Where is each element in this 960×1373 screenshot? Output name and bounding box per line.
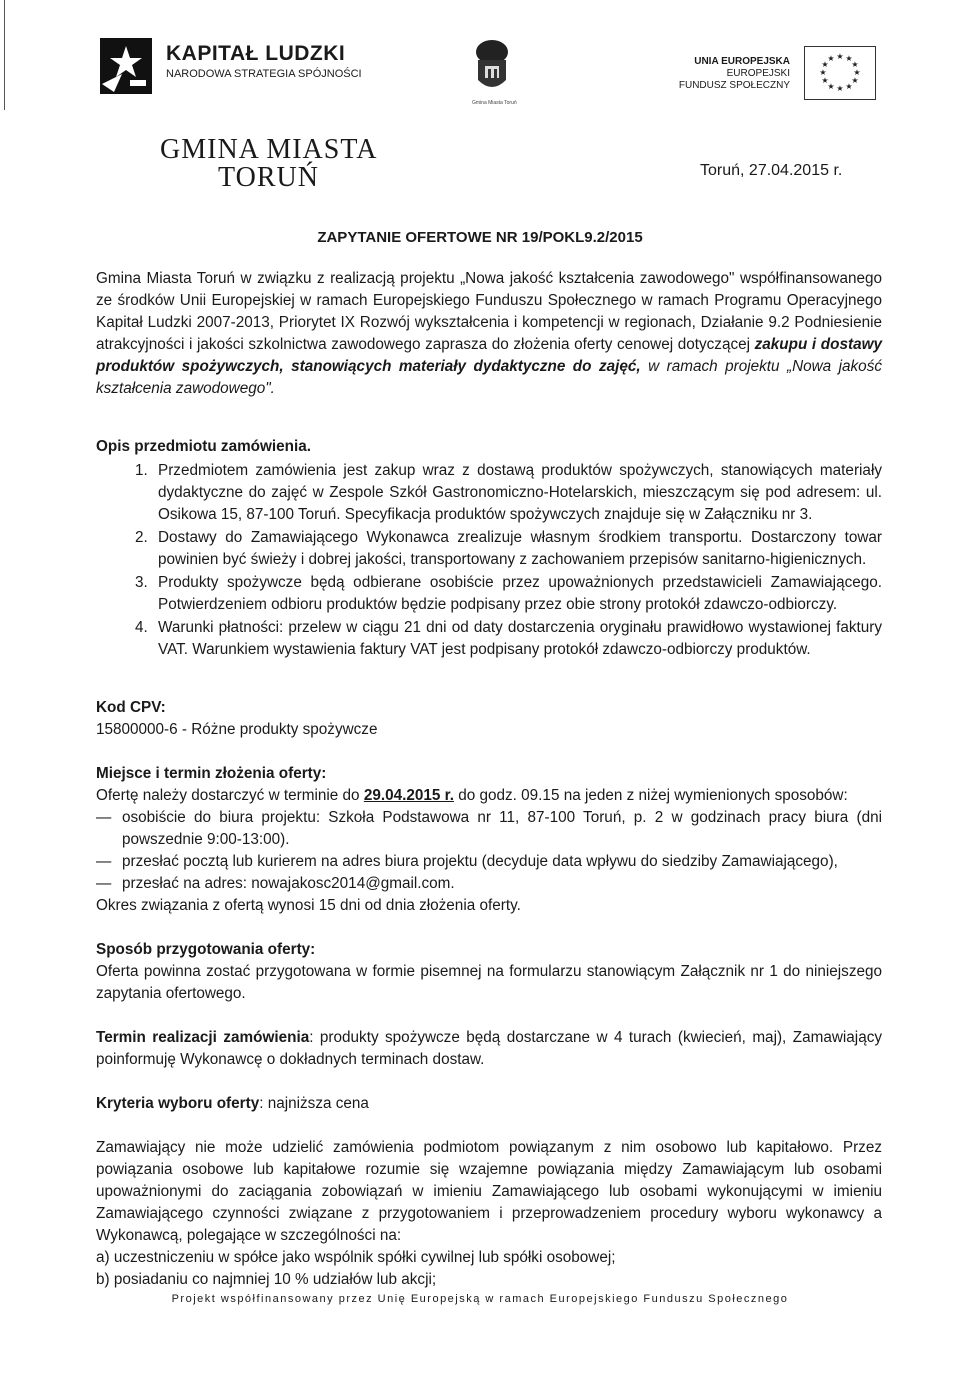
document-body [96, 268, 882, 1291]
miejsce-post: do godz. 09.15 na jeden z niżej wymienionych sposobów: [458, 787, 848, 804]
delivery-option: — przesłać pocztą lub kurierem na adres biura projektu (decyduje data wpływu do siedziby Zamawiającego), [96, 851, 882, 873]
svg-text:★: ★ [827, 82, 835, 91]
eu-label-line1: UNIA EUROPEJSKA [694, 56, 790, 67]
cpv-value: 15800000-6 - Różne produkty spożywcze [96, 721, 378, 738]
logo-header [96, 30, 876, 110]
zamawiajacy-paragraph: Zamawiający nie może udzielić zamówienia podmiotom powiązanym z nim osobowo lub kapitałowo. Przez powiązania osobowe lub kapitałowe rozumie się wzajemne powiązania między Zamawiającym lub osobami upoważnionymi do zaciągania zobowiązań w imieniu Zamawiającego lub osobami wykonującymi w imieniu Zamawiającego czynności związane z przygotowaniem i przeprowadzeniem procedury wyboru wykonawcy a Wykonawcą, polegające w szczególności na: [96, 1139, 882, 1244]
kapital-ludzki-logo-icon [96, 34, 156, 98]
torun-crest-icon [472, 38, 512, 96]
svg-text:★: ★ [845, 54, 853, 63]
kapital-ludzki-subtitle: NARODOWA STRATEGIA SPÓJNOŚCI [166, 68, 362, 80]
crest-caption: Gmina Miasta Toruń [472, 100, 517, 106]
eu-flag-icon [804, 46, 876, 100]
kryteria-text: : najniższa cena [259, 1095, 369, 1112]
svg-text:★: ★ [836, 84, 844, 93]
intro-text: Gmina Miasta Toruń w związku z realizacją projektu „Nowa jakość kształcenia zawodowego" współfinansowanego ze środków Unii Europejskiej w ramach Europejskiego Funduszu Społecznego w ramach Programu Operacyjnego Kapitał Ludzki 2007-2013, Priorytet IX Rozwój wykształcenia i kompetencji w regionach, Działanie 9.2 Podniesienie atrakcyjności i jakości szkolnictwa zawodowego zaprasza do złożenia oferty cenowej dotyczącej [96, 270, 882, 353]
svg-text:★: ★ [827, 54, 835, 63]
delivery-option: — przesłać na adres: nowajakosc2014@gmail.com. [96, 873, 882, 895]
document-title: ZAPYTANIE OFERTOWE NR 19/POKL9.2/2015 [317, 229, 643, 246]
intro-end: w ramach projektu „Nowa jakość kształcenia zawodowego". [96, 358, 882, 397]
deadline-date: 29.04.2015 r. [363, 787, 454, 804]
svg-text:★: ★ [821, 60, 829, 69]
eu-label-line2: EUROPEJSKI [726, 68, 790, 79]
termin-text: : produkty spożywcze będą dostarczane w 4 turach (kwiecień, maj), Zamawiający poinformuję Wykonawcę o dokładnych terminach dostaw. [96, 1029, 883, 1068]
opis-item: 4. Warunki płatności: przelew w ciągu 21 dni od daty dostarczenia oryginału prawidłowo wystawionej faktury VAT. Warunkiem wystawienia faktury VAT jest podpisany protokół zdawczo-odbiorczy produktów. [152, 617, 882, 661]
opis-item: 1. Przedmiotem zamówienia jest zakup wraz z dostawą produktów spożywczych, stanowiących materiały dydaktyczne do zajęć w Zespole Szkół Gastronomiczno-Hotelarskich, mieszczącym się pod adresem: ul. Osikowa 15, 87-100 Toruń. Specyfikacja produktów spożywczych znajduje się w Załączniku nr 3. [152, 460, 882, 526]
opis-list [96, 460, 882, 661]
kryteria-label: Kryteria wyboru oferty [96, 1095, 260, 1112]
kapital-ludzki-title: KAPITAŁ LUDZKI [166, 42, 346, 65]
miejsce-pre: Ofertę należy dostarczyć w terminie do [96, 787, 360, 804]
org-name-line2: TORUŃ [218, 162, 319, 193]
opis-heading: Opis przedmiotu zamówienia. [96, 438, 312, 455]
eu-fund-label [654, 56, 790, 92]
opis-item: 3. Produkty spożywcze będą odbierane osobiście przez upoważnionych przedstawicieli Zamawiającego. Potwierdzeniem odbioru produktów będzie podpisany przez obie strony protokół zdawczo-odbiorczy. [152, 572, 882, 616]
cpv-heading: Kod CPV: [96, 699, 166, 716]
intro-paragraph [96, 268, 882, 400]
zamawiajacy-item-a: a) uczestniczeniu w spółce jako wspólnik spółki cywilnej lub spółki osobowej; [96, 1249, 616, 1266]
svg-text:★: ★ [851, 76, 859, 85]
delivery-options-list [96, 807, 882, 895]
delivery-option: — osobiście do biura projektu: Szkoła Podstawowa nr 11, 87-100 Toruń, p. 2 w godzinach pracy biura (dni powszednie 9:00-13:00). [96, 807, 882, 851]
miejsce-heading: Miejsce i termin złożenia oferty: [96, 765, 327, 782]
opis-item: 2. Dostawy do Zamawiającego Wykonawca zrealizuje własnym środkiem transportu. Dostarczony towar powinien być świeży i dobrej jakości, transportowany z zachowaniem przepisów sanitarno-higienicznych. [152, 527, 882, 571]
kryteria-paragraph [96, 1093, 882, 1115]
svg-text:★: ★ [836, 52, 844, 61]
sposob-heading: Sposób przygotowania oferty: [96, 941, 316, 958]
sposob-text: Oferta powinna zostać przygotowana w formie pisemnej na formularzu stanowiącym Załącznik nr 1 do niniejszego zapytania ofertowego. [96, 963, 882, 1002]
svg-text:★: ★ [819, 68, 827, 77]
eu-label-line3: FUNDUSZ SPOŁECZNY [678, 80, 790, 91]
binding-period: Okres związania z ofertą wynosi 15 dni od dnia złożenia oferty. [96, 897, 521, 914]
org-name-line1: GMINA MIASTA [160, 134, 378, 165]
zamawiajacy-item-b: b) posiadaniu co najmniej 10 % udziałów lub akcji; [96, 1271, 437, 1288]
svg-text:★: ★ [851, 60, 859, 69]
document-date: Toruń, 27.04.2015 r. [700, 162, 843, 179]
svg-text:★: ★ [845, 82, 853, 91]
miejsce-line [96, 785, 882, 807]
svg-text:★: ★ [821, 76, 829, 85]
page-footer: Projekt współfinansowany przez Unię Europejską w ramach Europejskiego Funduszu Społecznego [171, 1293, 789, 1305]
termin-paragraph [96, 1027, 882, 1071]
svg-text:★: ★ [853, 68, 861, 77]
intro-subject: zakupu i dostawy produktów spożywczych, stanowiących materiały dydaktyczne do zajęć, [96, 336, 882, 375]
termin-label: Termin realizacji zamówienia [96, 1029, 310, 1046]
scan-edge-line [4, 0, 5, 110]
